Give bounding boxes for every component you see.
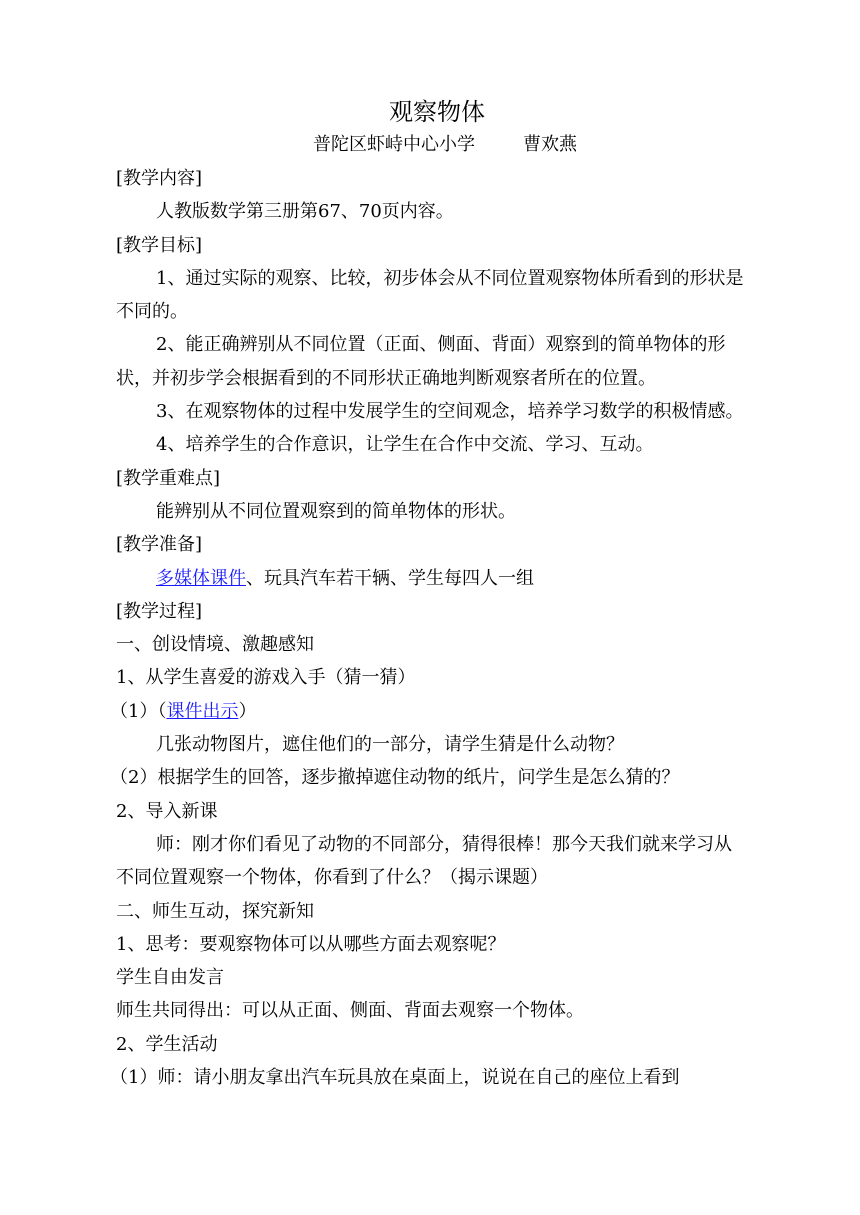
step-1: 1、从学生喜爱的游戏入手（猜一猜）	[116, 667, 416, 689]
key-points-text: 能辨别从不同位置观察到的简单物体的形状。	[156, 500, 516, 522]
preparation-items: 、玩具汽车若干辆、学生每四人一组	[246, 567, 534, 589]
goal-2: 2、能正确辨别从不同位置（正面、侧面、背面）观察到的简单物体的形状，并初步学会根据看到的不同形状正确地判断观察者所在的位置。	[116, 334, 726, 389]
section-heading-process: [教学过程]	[116, 600, 203, 622]
free-talk: 学生自由发言	[116, 967, 224, 989]
activity-1: （1）师：请小朋友拿出汽车玩具放在桌面上，说说在自己的座位上看到	[110, 1067, 680, 1089]
courseware-display-link[interactable]: 课件出示	[166, 700, 239, 722]
step-2: 2、导入新课	[116, 800, 218, 822]
part-1-heading: 一、创设情境、激趣感知	[116, 634, 314, 656]
goal-1: 1、通过实际的观察、比较，初步体会从不同位置观察物体所看到的形状是不同的。	[116, 267, 744, 323]
goal-4: 4、培养学生的合作意识，让学生在合作中交流、学习、互动。	[156, 434, 654, 456]
step-2-text: 师：刚才你们看见了动物的不同部分，猜得很棒！那今天我们就来学习从不同位置观察一个物体，你看到了什么？（揭示课题）	[116, 833, 732, 889]
section-heading-key-points: [教学重难点]	[116, 467, 221, 489]
conclusion: 师生共同得出：可以从正面、侧面、背面去观察一个物体。	[116, 1000, 584, 1022]
step-1-1-suffix: ）	[238, 700, 257, 722]
doc-byline	[144, 128, 746, 162]
school-name: 普陀区虾峙中心小学	[313, 134, 475, 155]
doc-title: 观察物体	[389, 98, 485, 126]
section-heading-goals: [教学目标]	[116, 234, 203, 256]
step-1-1-prefix: （1）（	[110, 700, 167, 722]
author-name: 曹欢燕	[523, 134, 577, 155]
step-1-1	[110, 695, 746, 728]
step-1-2: （2）根据学生的回答，逐步撤掉遮住动物的纸片，问学生是怎么猜的？	[110, 767, 680, 789]
section-heading-preparation: [教学准备]	[116, 534, 203, 556]
document-page	[110, 96, 746, 1094]
goal-3: 3、在观察物体的过程中发展学生的空间观念，培养学习数学的积极情感。	[156, 401, 744, 423]
think-question: 1、思考：要观察物体可以从哪些方面去观察呢？	[116, 933, 506, 955]
section-heading-content: [教学内容]	[116, 168, 203, 189]
activity-heading: 2、学生活动	[116, 1033, 218, 1055]
multimedia-courseware-link[interactable]: 多媒体课件	[156, 567, 246, 589]
preparation-text	[116, 562, 746, 595]
content-text: 人教版数学第三册第67、70页内容。	[156, 201, 454, 223]
step-1-1-text: 几张动物图片，遮住他们的一部分，请学生猜是什么动物？	[156, 734, 624, 756]
part-2-heading: 二、师生互动，探究新知	[116, 900, 314, 922]
